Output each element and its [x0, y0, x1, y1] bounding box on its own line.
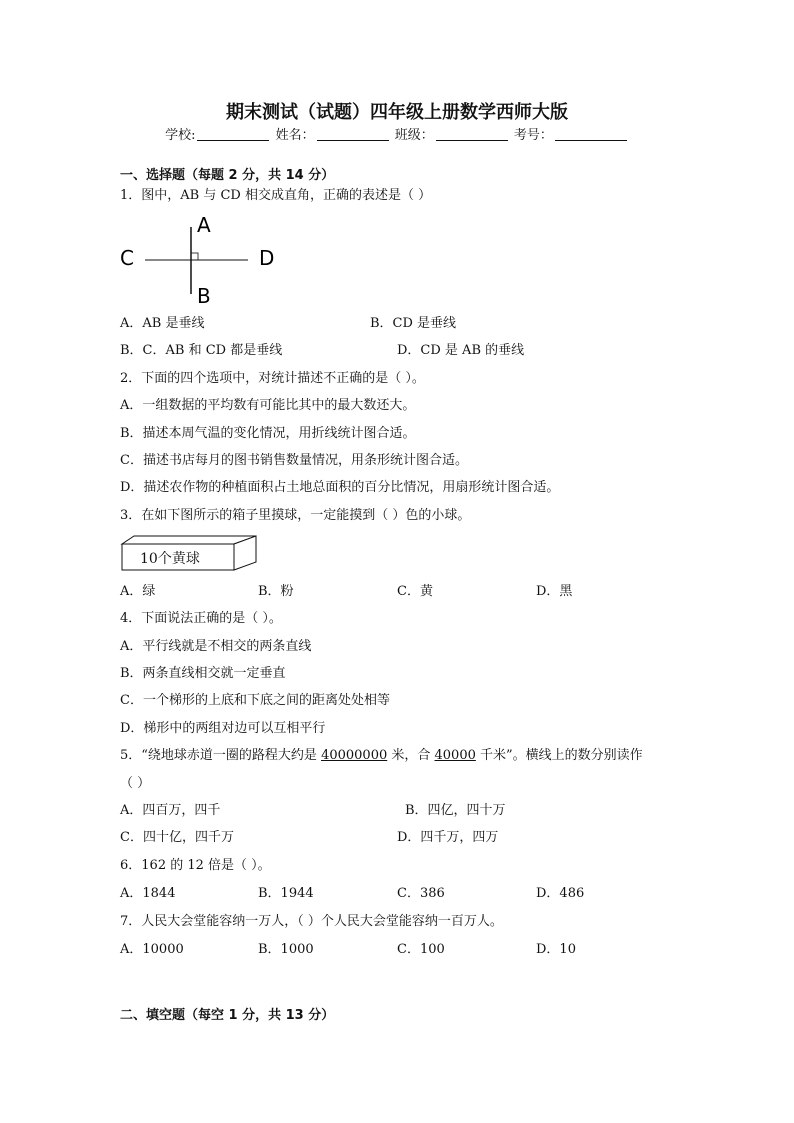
- exam-no-blank[interactable]: [555, 128, 627, 141]
- q2-stem: 2．下面的四个选项中，对统计描述不正确的是（ ）。: [120, 371, 425, 386]
- q2-option-b[interactable]: B．描述本周气温的变化情况，用折线统计图合适。: [120, 426, 416, 441]
- school-label: 学校:: [165, 128, 196, 143]
- q3-option-c[interactable]: C．黄: [397, 584, 433, 599]
- q2-option-a[interactable]: A．一组数据的平均数有可能比其中的最大数还大。: [120, 398, 416, 413]
- q7-option-c[interactable]: C．100: [397, 942, 445, 957]
- name-blank[interactable]: [317, 128, 389, 141]
- page-title: 期末测试（试题）四年级上册数学西师大版: [226, 102, 568, 123]
- class-blank[interactable]: [436, 128, 508, 141]
- q1-figure: [115, 210, 285, 310]
- q7-option-a[interactable]: A．10000: [120, 942, 184, 957]
- q4-option-a[interactable]: A．平行线就是不相交的两条直线: [120, 639, 312, 654]
- q5-option-b[interactable]: B．四亿，四十万: [405, 803, 506, 818]
- q5-option-c[interactable]: C．四十亿，四千万: [120, 830, 234, 845]
- q5-stem-part1: 5．“绕地球赤道一圈的路程大约是: [120, 748, 322, 763]
- q3-option-b[interactable]: B．粉: [258, 584, 294, 599]
- right-angle-mark: [191, 253, 198, 260]
- q5-stem-part2: 米，合: [387, 748, 435, 763]
- label-b: B: [197, 284, 211, 308]
- box-label: 10个黄球: [140, 551, 200, 567]
- q7-option-d[interactable]: D．10: [536, 942, 576, 957]
- q4-option-b[interactable]: B．两条直线相交就一定垂直: [120, 666, 286, 681]
- section-2-heading: 二、填空题（每空 1 分，共 13 分）: [120, 1008, 335, 1023]
- q1-option-b[interactable]: B．CD 是垂线: [370, 316, 457, 331]
- q5-stem-line2: （ ）: [120, 776, 151, 791]
- q2-option-c[interactable]: C．描述书店每月的图书销售数量情况，用条形统计图合适。: [120, 453, 468, 468]
- school-blank[interactable]: [197, 128, 269, 141]
- label-a: A: [197, 213, 211, 237]
- section-1-heading: 一、选择题（每题 2 分，共 14 分）: [120, 168, 335, 183]
- q6-stem: 6．162 的 12 倍是（ ）。: [120, 858, 271, 873]
- q6-option-d[interactable]: D．486: [536, 886, 585, 901]
- q1-stem: 1．图中，AB 与 CD 相交成直角，正确的表述是（ ）: [120, 188, 432, 203]
- q4-option-d[interactable]: D．梯形中的两组对边可以互相平行: [120, 721, 326, 736]
- q5-stem-part3: 千米”。横线上的数分别读作: [475, 748, 643, 763]
- name-label: 姓名：: [275, 128, 315, 143]
- q5-underlined-2: 40000: [434, 748, 476, 763]
- q3-option-d[interactable]: D．黑: [536, 584, 573, 599]
- q1-option-a[interactable]: A．AB 是垂线: [120, 316, 205, 331]
- q6-option-a[interactable]: A．1844: [120, 886, 176, 901]
- label-c: C: [120, 246, 134, 270]
- q3-stem: 3．在如下图所示的箱子里摸球，一定能摸到（ ）色的小球。: [120, 508, 471, 523]
- exam-no-label: 考号：: [513, 128, 553, 143]
- q7-option-b[interactable]: B．1000: [258, 942, 314, 957]
- q5-stem: [120, 748, 643, 764]
- q3-option-a[interactable]: A．绿: [120, 584, 156, 599]
- q2-option-d[interactable]: D．描述农作物的种植面积占土地总面积的百分比情况，用扇形统计图合适。: [120, 480, 560, 495]
- q4-stem: 4．下面说法正确的是（ ）。: [120, 611, 282, 626]
- student-info-row: [0, 124, 794, 143]
- q5-underlined-1: 40000000: [321, 748, 388, 763]
- q6-option-b[interactable]: B．1944: [258, 886, 314, 901]
- class-label: 班级：: [394, 128, 434, 143]
- label-d: D: [259, 246, 275, 270]
- q7-stem: 7．人民大会堂能容纳一万人，（ ）个人民大会堂能容纳一百万人。: [120, 914, 503, 929]
- q4-option-c[interactable]: C．一个梯形的上底和下底之间的距离处处相等: [120, 693, 390, 708]
- q1-option-c[interactable]: B．C．AB 和 CD 都是垂线: [120, 343, 283, 358]
- q1-option-d[interactable]: D．CD 是 AB 的垂线: [397, 343, 525, 358]
- q5-option-d[interactable]: D．四千万，四万: [397, 830, 499, 845]
- q5-option-a[interactable]: A．四百万，四千: [120, 803, 221, 818]
- q6-option-c[interactable]: C．386: [397, 886, 445, 901]
